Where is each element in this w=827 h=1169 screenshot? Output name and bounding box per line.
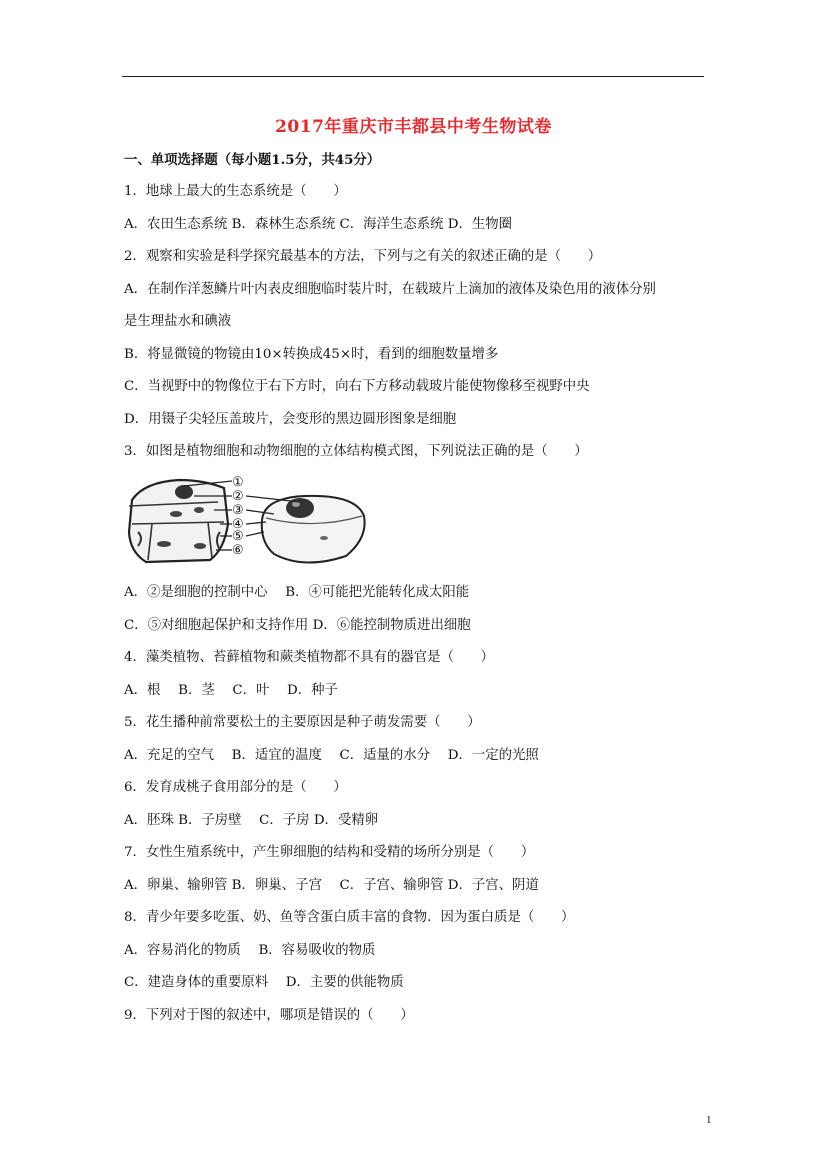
question-3-options-cd: C．⑤对细胞起保护和支持作用 D．⑥能控制物质进出细胞 bbox=[124, 618, 471, 633]
question-7-options: A．卵巢、输卵管 B．卵巢、子宫 C．子宫、输卵管 D．子宫、阴道 bbox=[124, 878, 539, 893]
question-3: 3．如图是植物细胞和动物细胞的立体结构模式图，下列说法正确的是（ ） bbox=[124, 444, 588, 459]
question-4: 4．藻类植物、苔藓植物和蕨类植物都不具有的器官是（ ） bbox=[124, 650, 495, 665]
cell-structure-figure bbox=[124, 472, 369, 572]
question-3-options-ab: A．②是细胞的控制中心 B．④可能把光能转化成太阳能 bbox=[124, 585, 470, 600]
question-7: 7．女性生殖系统中，产生卵细胞的结构和受精的场所分别是（ ） bbox=[124, 845, 535, 860]
figure-label-5: ⑤ bbox=[232, 529, 244, 544]
question-2-option-d: D．用镊子尖轻压盖玻片，会变形的黑边圆形图象是细胞 bbox=[124, 412, 457, 427]
question-1-options: A．农田生态系统 B．森林生态系统 C．海洋生态系统 D．生物圈 bbox=[124, 217, 513, 232]
question-4-options: A．根 B．茎 C．叶 D．种子 bbox=[124, 683, 338, 698]
exam-title: 2017年重庆市丰都县中考生物试卷 bbox=[275, 117, 552, 137]
question-5: 5．花生播种前常要松土的主要原因是种子萌发需要（ ） bbox=[124, 715, 481, 730]
question-6-options: A．胚珠 B．子房壁 C．子房 D．受精卵 bbox=[124, 813, 379, 828]
question-6: 6．发育成桃子食用部分的是（ ） bbox=[124, 780, 347, 795]
question-9: 9．下列对于图的叙述中，哪项是错误的（ ） bbox=[124, 1008, 414, 1023]
question-2-option-b: B．将显微镜的物镜由10×转换成45×时，看到的细胞数量增多 bbox=[124, 347, 499, 362]
question-2: 2．观察和实验是科学探究最基本的方法，下列与之有关的叙述正确的是（ ） bbox=[124, 249, 602, 264]
figure-label-3: ③ bbox=[232, 503, 244, 518]
question-5-options: A．充足的空气 B．适宜的温度 C．适量的水分 D．一定的光照 bbox=[124, 748, 539, 763]
section-heading: 一、单项选择题（每小题1.5分，共45分） bbox=[124, 152, 381, 168]
page-number: 1 bbox=[706, 1114, 712, 1126]
question-8: 8．青少年要多吃蛋、奶、鱼等含蛋白质丰富的食物．因为蛋白质是（ ） bbox=[124, 910, 575, 925]
figure-label-4: ④ bbox=[232, 517, 244, 532]
figure-label-2: ② bbox=[232, 489, 244, 504]
question-2-option-a: A．在制作洋葱鳞片叶内表皮细胞临时装片时，在载玻片上滴加的液体及染色用的液体分别 bbox=[124, 282, 656, 297]
question-1: 1．地球上最大的生态系统是（ ） bbox=[124, 184, 347, 199]
figure-label-1: ① bbox=[232, 475, 244, 490]
header-rule bbox=[122, 76, 704, 77]
question-2-option-a-cont: 是生理盐水和碘液 bbox=[124, 314, 232, 329]
question-8-options-ab: A．容易消化的物质 B．容易吸收的物质 bbox=[124, 943, 376, 958]
figure-label-6: ⑥ bbox=[232, 543, 244, 558]
question-2-option-c: C．当视野中的物像位于右下方时，向右下方移动载玻片能使物像移至视野中央 bbox=[124, 379, 590, 394]
question-8-options-cd: C．建造身体的重要原料 D．主要的供能物质 bbox=[124, 975, 404, 990]
